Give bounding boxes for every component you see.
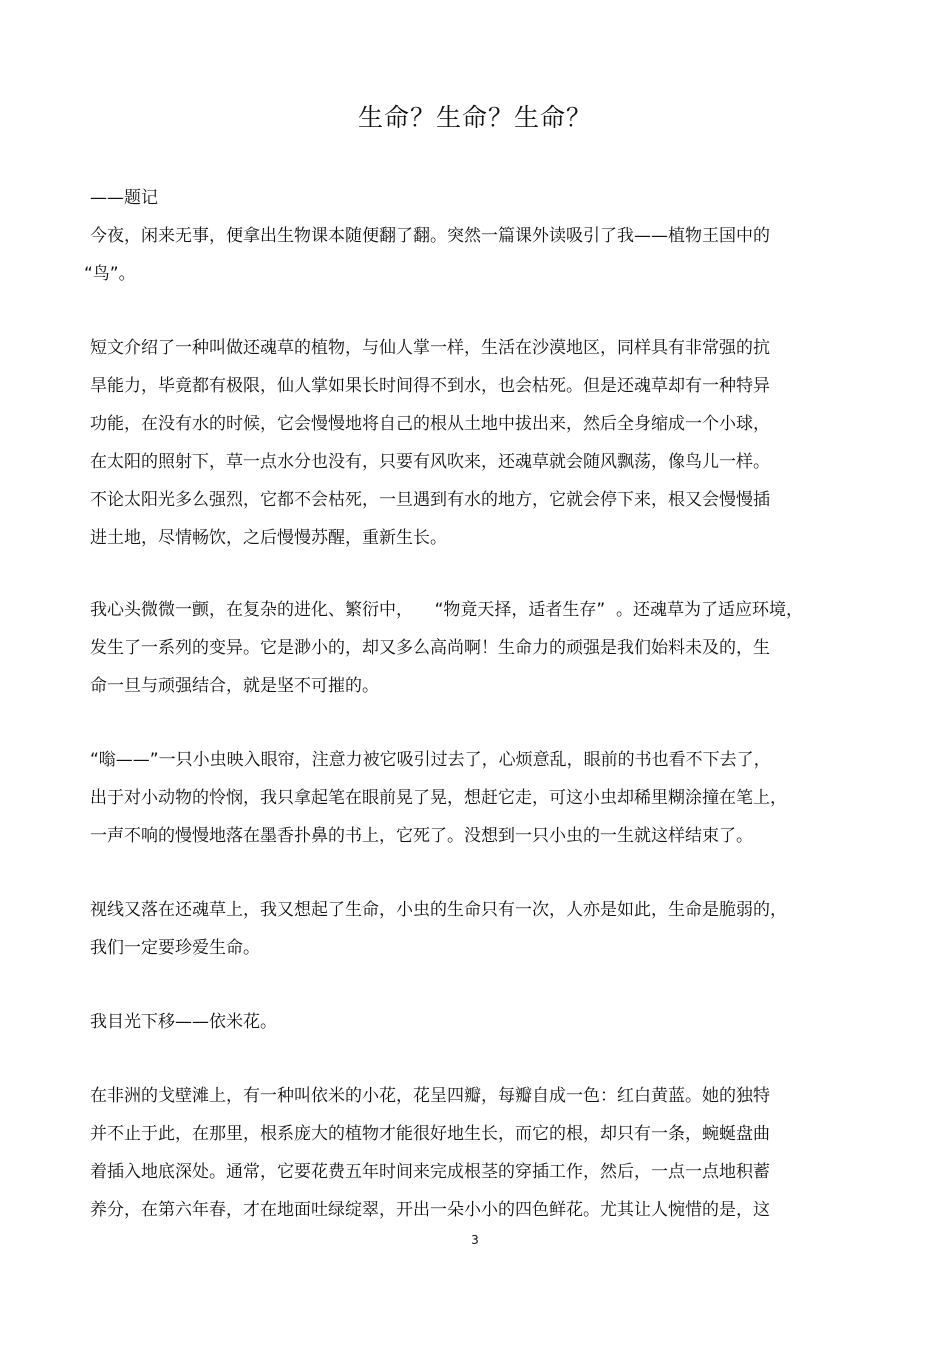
text-line: 命一旦与顽强结合，就是坚不可摧的。 — [90, 676, 379, 696]
text-line: 出于对小动物的怜悯，我只拿起笔在眼前晃了晃，想赶它走，可这小虫却稀里糊涂撞在笔上， — [90, 788, 787, 808]
text-line: 今夜，闲来无事，便拿出生物课本随便翻了翻。突然一篇课外读吸引了我——植物王国中的 — [90, 226, 770, 246]
text-line: ——题记 — [90, 188, 158, 208]
text-line: 一声不响的慢慢地落在墨香扑鼻的书上，它死了。没想到一只小虫的一生就这样结束了。 — [90, 826, 753, 846]
page-number: 3 — [471, 1233, 479, 1247]
page-title: 生命？生命？生命？ — [357, 103, 592, 132]
text-line: 我们一定要珍爱生命。 — [90, 938, 260, 958]
text-line: 我目光下移——依米花。 — [90, 1012, 277, 1032]
text-line: 不论太阳光多么强烈，它都不会枯死，一旦遇到有水的地方，它就会停下来，根又会慢慢插 — [90, 490, 770, 510]
text-line: “嗡——”一只小虫映入眼帘，注意力被它吸引过去了，心烦意乱，眼前的书也看不下去了， — [90, 750, 771, 770]
text-line: 进土地，尽情畅饮，之后慢慢苏醒，重新生长。 — [90, 528, 447, 548]
text-line: 着插入地底深处。通常，它要花费五年时间来完成根茎的穿插工作，然后，一点一点地积蓄 — [90, 1162, 770, 1182]
text-line: 旱能力，毕竟都有极限，仙人掌如果长时间得不到水，也会枯死。但是还魂草却有一种特异 — [90, 376, 770, 396]
text-line: 功能，在没有水的时候，它会慢慢地将自己的根从土地中拔出来，然后全身缩成一个小球， — [90, 414, 770, 434]
text-line: 在太阳的照射下，草一点水分也没有，只要有风吹来，还魂草就会随风飘荡，像鸟儿一样。 — [90, 452, 770, 472]
text-line: 发生了一系列的变异。它是渺小的，却又多么高尚啊！生命力的顽强是我们始料未及的，生 — [90, 638, 770, 658]
text-line: “鸟”。 — [84, 264, 136, 284]
text-line: 短文介绍了一种叫做还魂草的植物，与仙人掌一样，生活在沙漠地区，同样具有非常强的抗 — [90, 338, 770, 358]
text-line: 并不止于此，在那里，根系庞大的植物才能很好地生长，而它的根，却只有一条，蜿蜒盘曲 — [90, 1124, 770, 1144]
text-line: 视线又落在还魂草上，我又想起了生命，小虫的生命只有一次，人亦是如此，生命是脆弱的， — [90, 900, 787, 920]
text-line: 我心头微微一颤，在复杂的进化、繁衍中， “物竟天择，适者生存” 。还魂草为了适应环境， — [90, 600, 804, 620]
text-line: 养分，在第六年春，才在地面吐绿绽翠，开出一朵小小的四色鲜花。尤其让人惋惜的是，这 — [90, 1200, 770, 1220]
text-line: 在非洲的戈壁滩上，有一种叫依米的小花，花呈四瓣，每瓣自成一色：红白黄蓝。她的独特 — [90, 1086, 770, 1106]
